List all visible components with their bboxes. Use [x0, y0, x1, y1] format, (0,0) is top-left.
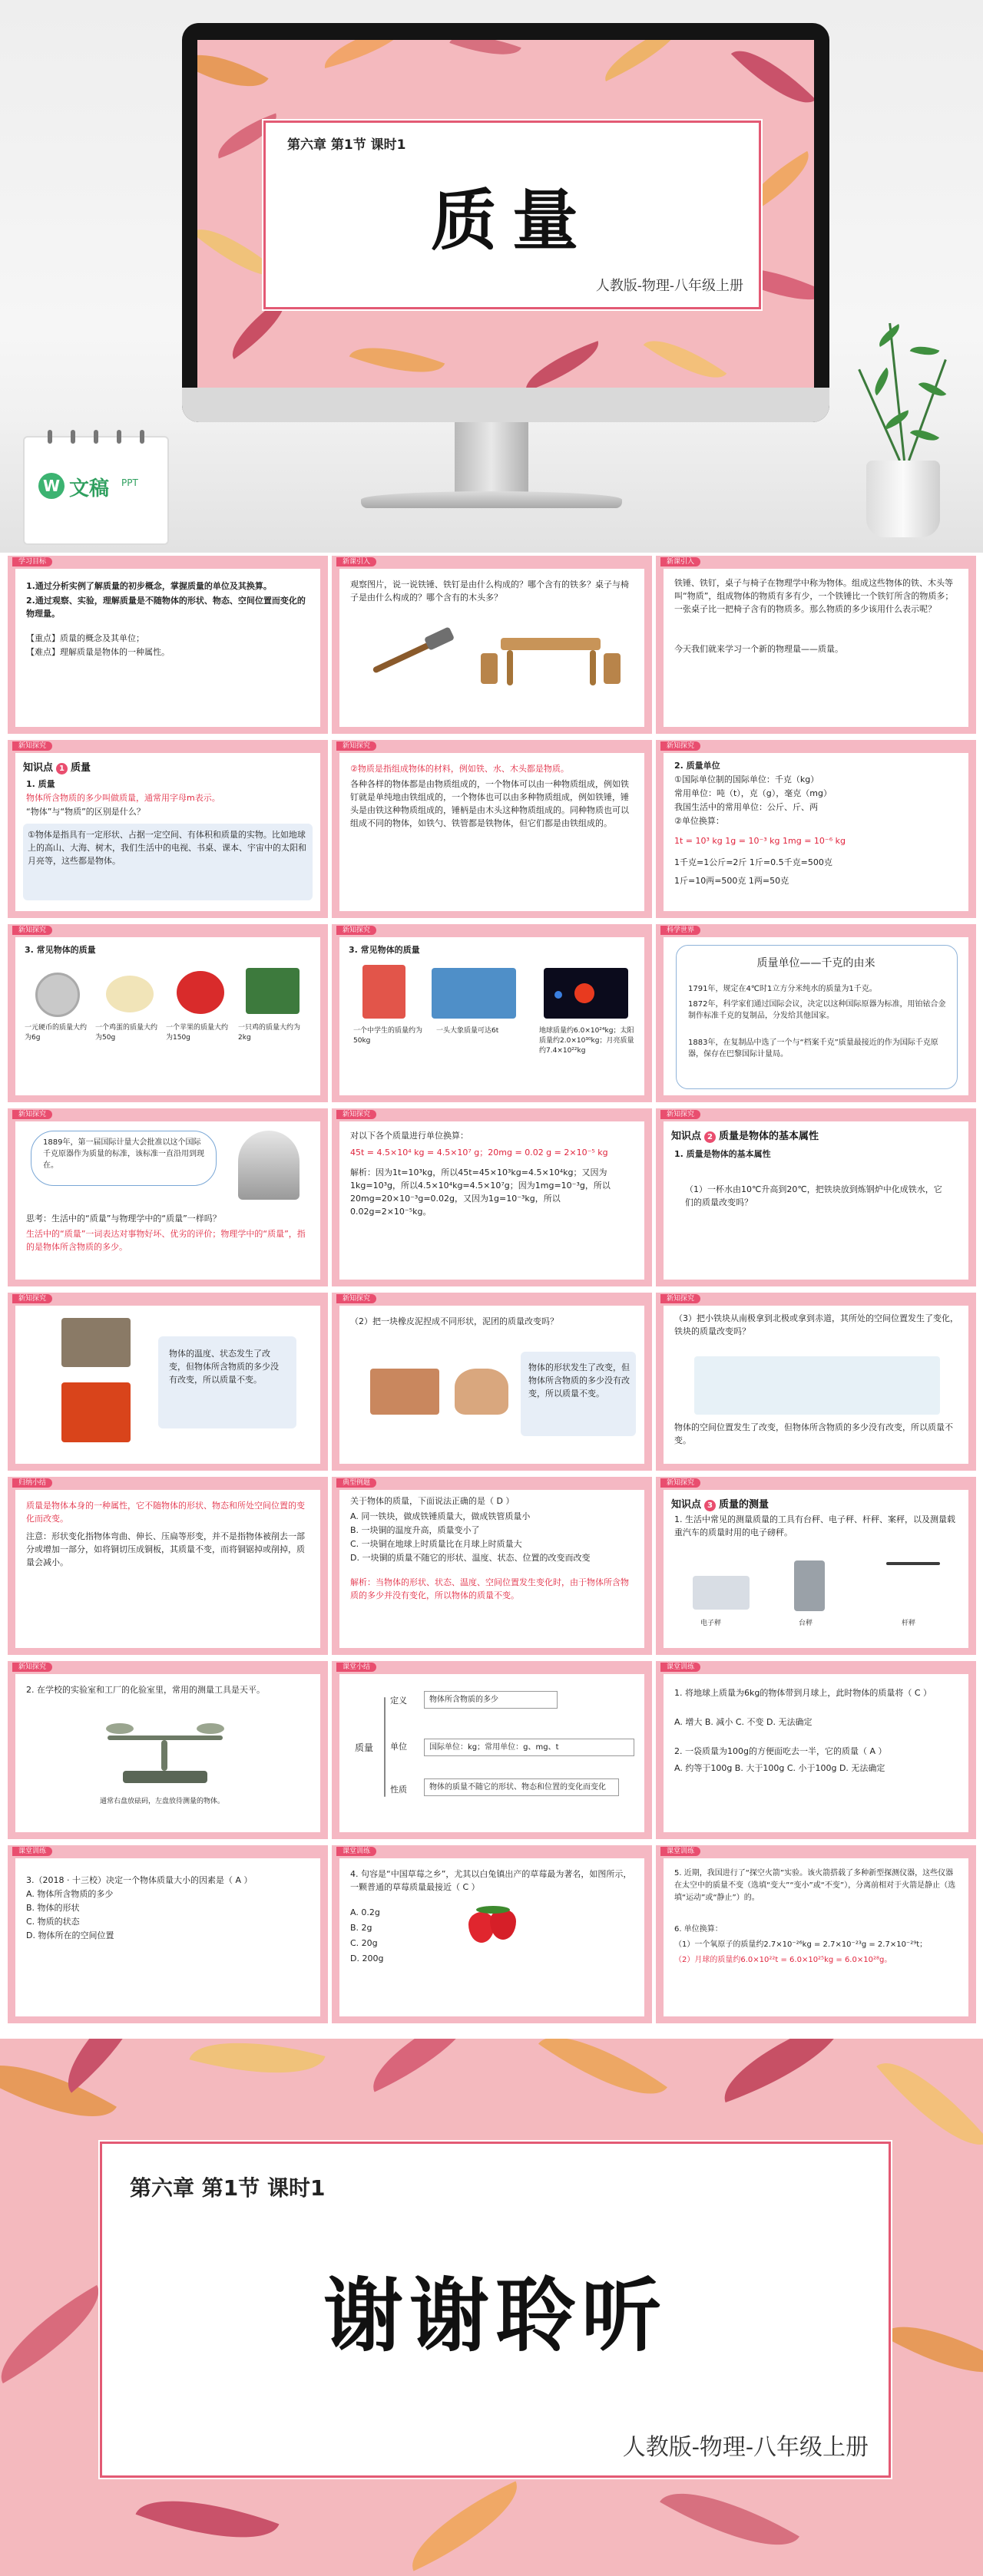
monitor-chin	[182, 388, 829, 422]
slide-tag: 新知探究	[336, 741, 376, 751]
leaf-icon	[876, 2042, 983, 2166]
slide-tag: 新知探究	[336, 926, 376, 935]
slide-tag: 课堂训练	[660, 1847, 700, 1856]
slide-balance[interactable]: 新知探究 2. 在学校的实验室和工厂的化验室里，常用的测量工具是天平。 通常右盘放砝码，左盘放待测量的物体。	[8, 1661, 328, 1839]
slide-matter[interactable]: 新知探究 ②物质是指组成物体的材料，例如铁、水、木头都是物质。 各种各样的物体都是由物质组成的，一个物体可以由一种物质组成，例如铁钉就是单纯地由铁组成的，一个物体也可以由多种物质组成，例如铁锤，锤头是由铁这种物质组成的，锤柄是由木头这种物质组成的。同种物质也可以组成不同的物体，如铁勺、铁管都是铁物体，但它们都是由铁组成的。	[332, 740, 652, 918]
slide-kp1-mass[interactable]: 新知探究 知识点 1 质量 1. 质量 物体所含物质的多少叫做质量，通常用字母m表示。 “物体”与“物质”的区别是什么？ ①物体是指具有一定形状、占据一定空间、有体积和质量的实物。比如地球上的高山、大海、树木，我们生活中的电视、书桌、课本、宇宙中的太阳和月亮等，这些都是物体。	[8, 740, 328, 918]
kilogram-prototype-icon	[238, 1131, 300, 1200]
elephant-icon	[432, 968, 516, 1019]
slide-concept-map[interactable]: 课堂小结 质量 定义 物体所含物质的多少 单位 国际单位：kg；常用单位：g、mg、t 性质 物体的质量不随它的形状、物态和位置的变化而变化	[332, 1661, 652, 1839]
slide-practice-1[interactable]: 课堂训练 1. 将地球上质量为6kg的物体带到月球上，此时物体的质量将（ C ） A. 增大 B. 减小 C. 不变 D. 无法确定 2. 一袋质量为100g的方便面吃去一半，它的质量（ A ） A. 约等于100g B. 大于100g C. 小于100g D. 无法确定	[656, 1661, 976, 1839]
coin-icon	[35, 973, 80, 1017]
slide-common-masses-2[interactable]: 新知探究 3. 常见物体的质量 一个中学生的质量约为50kg 一头大象质量可达6t 地球质量约6.0×10²⁴kg；太阳质量约2.0×10³⁰kg；月亮质量约7.4×10²²kg	[332, 924, 652, 1102]
chicken-icon	[246, 968, 300, 1014]
leaf-icon	[189, 2039, 325, 2093]
slide-kp3-measurement[interactable]: 新知探究 知识点 3 质量的测量 1. 生活中常见的测量质量的工具有台秤、电子秤、杆秤、案秤，以及测量载重汽车的质量时用的电子磅秤。 电子秤 台秤 杆秤	[656, 1477, 976, 1655]
slide-kp2-property[interactable]: 新知探究 知识点 2 质量是物体的基本属性 1. 质量是物体的基本属性 （1）一杯水由10℃升高到20℃，把铁块放到炼钢炉中化成铁水，它们的质量改变吗？	[656, 1108, 976, 1286]
slide-mass-units[interactable]: 新知探究 2. 质量单位 ①国际单位制的国际单位：千克（kg） 常用单位：吨（t），克（g），毫克（mg） 我国生活中的常用单位：公斤、斤、两 ②单位换算： 1t = 10³ kg 1g = 10⁻³ kg 1mg = 10⁻⁶ kg 1千克=1公斤=2斤 1斤=0.5千克=500克 1斤=10两=500克 1两=50克	[656, 740, 976, 918]
slide-kilogram-origin[interactable]: 科学世界 质量单位——千克的由来 1791年，规定在4℃时1立方分米纯水的质量为1千克。 1872年，科学家们通过国际会议，决定以这种国际原器为标准，用铂铱合金制作标准千克的复制品，分发给其他国家。 1883年，在复制品中选了一个与“档案千克”质量最接近的作为国际千克原器，保存在巴黎国际计量局。	[656, 924, 976, 1102]
subtitle: 人教版-物理-八年级上册	[595, 278, 743, 294]
slide-practice-3[interactable]: 课堂训练 4. 句容是“中国草莓之乡”，尤其以白兔镇出产的草莓最为著名，如图所示，一颗普通的草莓质量最接近（ C ） A. 0.2g B. 2g C. 20g D. 200g	[332, 1845, 652, 2023]
monitor-base	[361, 491, 622, 508]
title-card	[263, 121, 761, 309]
hero-mockup	[0, 0, 983, 553]
end-subtitle: 人教版-物理-八年级上册	[622, 2434, 869, 2461]
slide-tag: 课堂训练	[12, 1847, 52, 1856]
end-slide	[0, 2039, 983, 2576]
apple-icon	[177, 971, 224, 1014]
kp-number-badge: 2	[704, 1131, 716, 1143]
leaf-icon	[644, 325, 726, 388]
slide-learning-goals[interactable]: 学习目标 1.通过分析实例了解质量的初步概念，掌握质量的单位及其换算。 2.通过观察、实验，理解质量是不随物体的形状、物态、空间位置而变化的物理量。 【重点】质量的概念及其单位； 【难点】理解质量是物体的一种属性。	[8, 556, 328, 734]
slide-shape[interactable]: 新知探究 （2）把一块橡皮泥捏成不同形状，泥团的质量改变吗？ 物体的形状发生了改变，但物体所含物质的多少没有改变，所以质量不变。	[332, 1293, 652, 1471]
leaf-icon	[449, 40, 521, 67]
steelyard-icon	[886, 1562, 940, 1565]
page-title: 质量	[431, 183, 594, 259]
slide-tag: 新知探究	[660, 1110, 700, 1119]
slide-tag: 新知探究	[12, 1663, 52, 1672]
plasticine-block-icon	[370, 1369, 439, 1415]
molten-iron-icon	[61, 1382, 131, 1442]
slide-intro-2[interactable]: 新课引入 铁锤、铁钉，桌子与椅子在物理学中称为物体。组成这些物体的铁、木头等叫“物质”，组成物体的物质有多有少，一个铁锤比一个铁钉所含的物质多；一张桌子比一把椅子含有的物质多。那么物质的多少该用什么表示呢？ 今天我们就来学习一个新的物理量——质量。	[656, 556, 976, 734]
water-cups-icon	[61, 1318, 131, 1367]
slide-tag: 新课引入	[336, 557, 376, 566]
slide-tag: 新知探究	[660, 1478, 700, 1488]
leaf-icon	[359, 2039, 485, 2092]
slide-example[interactable]: 典型例题 关于物体的质量，下面说法正确的是（ D ） A. 同一铁块，做成铁锤质量大，做成铁管质量小 B. 一块铜的温度升高，质量变小了 C. 一块铜在地球上时质量比在月球上时质量大 D. 一块铜的质量不随它的形状、温度、状态、位置的改变而改变 解析：当物体的形状、状态、温度、空间位置发生变化时，由于物体所含物质的多少并没有变化，所以物体的质量不变。	[332, 1477, 652, 1655]
monitor-stand	[455, 422, 528, 499]
leaf-icon	[882, 2302, 983, 2396]
end-chapter-label: 第六章 第1节 课时1	[130, 2175, 326, 2201]
egg-icon	[106, 976, 154, 1012]
chapter-label: 第六章 第1节 课时1	[287, 137, 406, 153]
end-card	[100, 2142, 891, 2478]
slide-tag: 新知探究	[660, 741, 700, 751]
slide-tag: 新知探究	[660, 1294, 700, 1303]
leaf-icon	[538, 2039, 667, 2119]
slide-summary-property[interactable]: 归纳小结 质量是物体本身的一种属性，它不随物体的形状、物态和所处空间位置的变化而改变。 注意：形状变化指物体弯曲、伸长、压扁等形变，并不是指物体被削去一部分或增加一部分，如将铜切压成铜板，其质量不变，而将铜锯掉或削掉，质量会减小。	[8, 1477, 328, 1655]
brand-calendar	[23, 436, 169, 545]
slide-tag: 新知探究	[12, 926, 52, 935]
leaf-icon	[0, 2285, 116, 2383]
slide-tag: 新知探究	[12, 1110, 52, 1119]
leaf-icon	[197, 40, 269, 105]
slide-tag: 学习目标	[12, 557, 52, 566]
leaf-icon	[136, 2477, 280, 2561]
slide-tag: 课堂小结	[336, 1663, 376, 1672]
slide-tag: 新课引入	[660, 557, 700, 566]
kp-number-badge: 3	[704, 1500, 716, 1511]
leaf-icon	[711, 2039, 856, 2102]
leaf-icon	[397, 2481, 531, 2571]
plasticine-duck-icon	[455, 1369, 508, 1415]
slide-tag: 新知探究	[336, 1110, 376, 1119]
slide-temperature-state[interactable]: 新知探究 物体的温度、状态发生了改变，但物体所含物质的多少没有改变，所以质量不变。	[8, 1293, 328, 1471]
slide-tag: 课堂训练	[660, 1663, 700, 1672]
electronic-scale-icon	[693, 1576, 750, 1610]
planets-icon	[544, 968, 628, 1019]
slide-common-masses-1[interactable]: 新知探究 3. 常见物体的质量 一元硬币的质量大约为6g 一个鸡蛋的质量大约为50g 一个苹果的质量大约为150g 一只鸡的质量大约为2kg	[8, 924, 328, 1102]
slide-tag: 新知探究	[336, 1294, 376, 1303]
end-title: 谢谢聆听	[323, 2269, 667, 2363]
logo-text: 文稿	[69, 477, 110, 500]
slide-tag: 新知探究	[12, 1294, 52, 1303]
leaf-icon	[660, 2467, 799, 2571]
plant-pot	[866, 461, 940, 537]
slide-tag: 科学世界	[660, 926, 700, 935]
leaf-icon	[349, 332, 445, 388]
slide-tag: 归纳小结	[12, 1478, 52, 1488]
slide-kilogram-standard[interactable]: 新知探究 1889年，第一届国际计量大会批准以这个国际千克原器作为质量的标准，该标准一直沿用到现在。 思考：生活中的“质量”与物理学中的“质量”一样吗？ 生活中的“质量”一词表达对事物好坏、优劣的评价；物理学中的“质量”，指的是物体所含物质的多少。	[8, 1108, 328, 1286]
map-center: 质量	[355, 1742, 374, 1753]
slide-tag: 新知探究	[12, 741, 52, 751]
student-icon	[362, 965, 405, 1019]
platform-scale-icon	[794, 1560, 825, 1611]
slide-position[interactable]: 新知探究 （3）把小铁块从南极拿到北极或拿到赤道，其所处的空间位置发生了变化，铁块的质量改变吗？ 物体的空间位置发生了改变，但物体所含物质的多少没有改变，所以质量不变。	[656, 1293, 976, 1471]
leaf-icon	[731, 40, 814, 119]
map-bracket	[384, 1697, 386, 1797]
slide-tag: 典型例题	[336, 1478, 376, 1488]
leaf-icon	[518, 341, 606, 388]
leaf-icon	[596, 40, 689, 81]
kp-number-badge: 1	[56, 763, 68, 774]
logo-icon: W	[38, 473, 65, 499]
slide-intro-1[interactable]: 新课引入 观察图片，说一说铁锤、铁钉是由什么构成的？哪个含有的铁多？桌子与椅子是由什么构成的？哪个含有的木头多？	[332, 556, 652, 734]
logo-ppt: PPT	[121, 477, 138, 488]
slide-unit-conversion[interactable]: 新知探究 对以下各个质量进行单位换算： 45t = 4.5×10⁴ kg = 4.5×10⁷ g；20mg = 0.02 g = 2×10⁻⁵ kg 解析：因为1t=10³kg，所以45t=45×10³kg=4.5×10⁴kg；又因为1kg=10³g，所以4.5×10⁴kg=4.5×10⁷g；因为1mg=10⁻³g，所以20mg=20×10⁻³g=0.02g，又因为1g=10⁻³kg，所以0.02g=2×10⁻⁵kg。	[332, 1108, 652, 1286]
slide-practice-2[interactable]: 课堂训练 3.（2018 · 十三校）决定一个物体质量大小的因素是（ A ） A. 物体所含物质的多少 B. 物体的形状 C. 物质的状态 D. 物体所在的空间位置	[8, 1845, 328, 2023]
polar-scene-icon	[694, 1356, 940, 1415]
slide-practice-4[interactable]: 课堂训练 5. 近期，我国进行了“探空火箭”实验。该火箭搭载了多种新型探测仪器，这些仪器在太空中的质量不变（选填“变大”“变小”或“不变”），分离前相对于火箭是静止（选填“运动”或“静止”）的。 6. 单位换算： （1）一个氧原子的质量约2.7×10⁻²⁶kg = 2.7×10⁻²³g = 2.7×10⁻²⁹t； （2）月球的质量约6.0×10²²t = 6.0×10²⁵kg = 6.0×10²⁸g。	[656, 1845, 976, 2023]
leaf-icon	[319, 40, 414, 68]
slide-tag: 课堂训练	[336, 1847, 376, 1856]
